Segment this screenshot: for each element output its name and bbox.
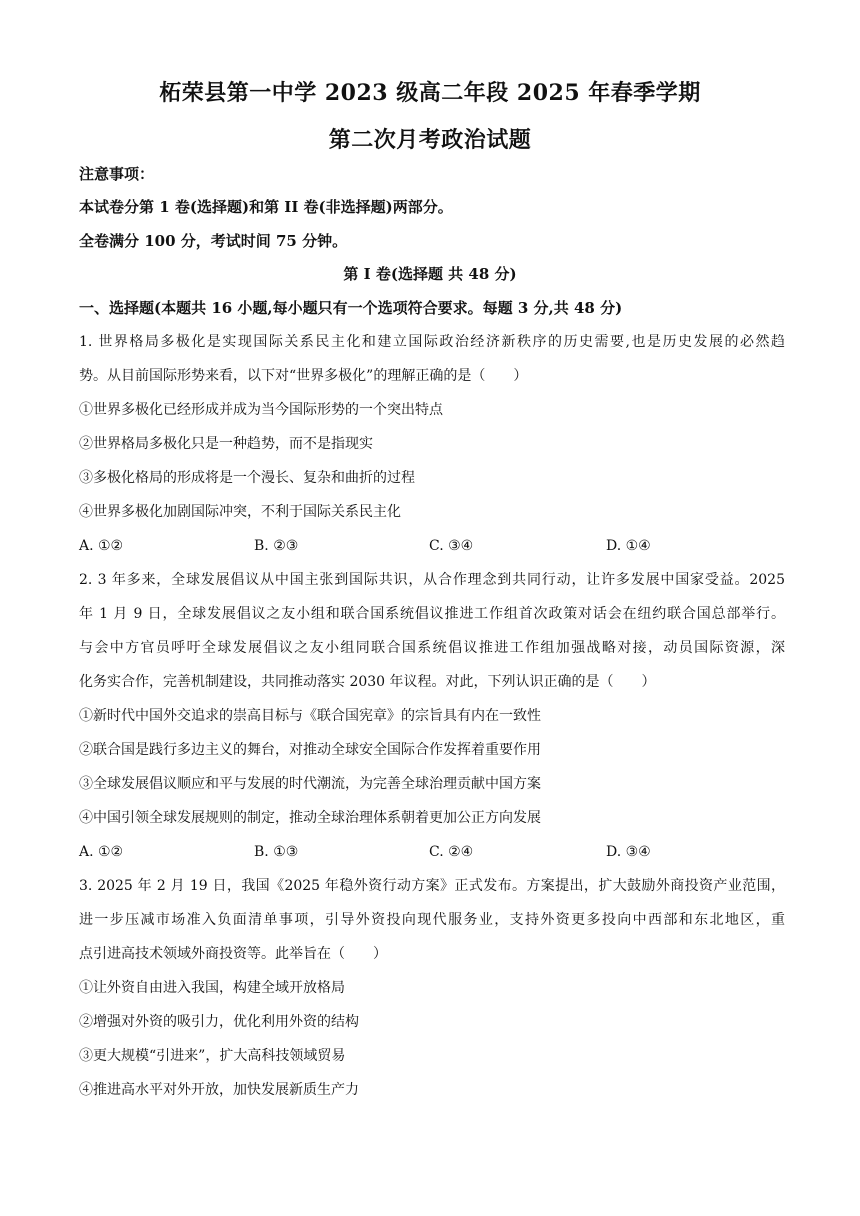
question-2-stem-line-3: 与会中方官员呼吁全球发展倡议之友小组同联合国系统倡议推进工作组加强战略对接，动员国际资源，深 — [79, 640, 785, 656]
question-1-stem-line-2: 势。从目前国际形势来看，以下对“世界多极化”的理解正确的是（ ） — [79, 368, 528, 384]
question-2-option-b: B. ①③ — [254, 844, 299, 860]
question-2-option-d: D. ③④ — [606, 844, 651, 860]
question-3-item-4: ④推进高水平对外开放，加快发展新质生产力 — [79, 1082, 359, 1098]
question-3-stem-line-1: 3. 2025 年 2 月 19 日，我国《2025 年稳外资行动方案》正式发布。方案提出，扩大鼓励外商投资产业范围， — [79, 878, 785, 894]
question-2-option-c: C. ②④ — [429, 844, 474, 860]
question-2-stem-line-4: 化务实合作，完善机制建设，共同推动落实 2030 年议程。对此，下列认识正确的是（ ） — [79, 674, 656, 690]
question-2-item-4: ④中国引领全球发展规则的制定，推动全球治理体系朝着更加公正方向发展 — [79, 810, 541, 826]
question-1-option-b: B. ②③ — [254, 538, 299, 554]
question-2-option-a: A. ①② — [79, 844, 124, 860]
volume-title: 第 I 卷(选择题 共 48 分) — [343, 265, 517, 283]
question-3-item-2: ②增强对外资的吸引力，优化利用外资的结构 — [79, 1014, 359, 1030]
question-2-item-3: ③全球发展倡议顺应和平与发展的时代潮流，为完善全球治理贡献中国方案 — [79, 776, 541, 792]
question-1-option-c: C. ③④ — [429, 538, 474, 554]
question-1-option-d: D. ①④ — [606, 538, 651, 554]
question-3-item-3: ③更大规模“引进来”，扩大高科技领域贸易 — [79, 1048, 346, 1064]
question-1-item-4: ④世界多极化加剧国际冲突，不利于国际关系民主化 — [79, 504, 401, 520]
question-1-stem-line-1: 1. 世界格局多极化是实现国际关系民主化和建立国际政治经济新秩序的历史需要,也是历史发展的必然趋 — [79, 334, 785, 350]
question-2-stem-line-1: 2. 3 年多来，全球发展倡议从中国主张到国际共识，从合作理念到共同行动，让许多发展中国家受益。2025 — [79, 572, 785, 588]
exam-title-line-2: 第二次月考政治试题 — [328, 127, 532, 153]
question-1-item-1: ①世界多极化已经形成并成为当今国际形势的一个突出特点 — [79, 402, 443, 418]
section-heading: 一、选择题(本题共 16 小题,每小题只有一个选项符合要求。每题 3 分,共 48 分) — [79, 299, 623, 317]
question-1-item-3: ③多极化格局的形成将是一个漫长、复杂和曲折的过程 — [79, 470, 415, 486]
question-1-option-a: A. ①② — [79, 538, 124, 554]
question-3-stem-line-2: 进一步压减市场准入负面清单事项，引导外资投向现代服务业，支持外资更多投向中西部和东北地区，重 — [79, 912, 785, 928]
notice-line-2: 全卷满分 100 分，考试时间 75 分钟。 — [79, 232, 348, 250]
question-2-stem-line-2: 年 1 月 9 日，全球发展倡议之友小组和联合国系统倡议推进工作组首次政策对话会在纽约联合国总部举行。 — [79, 606, 785, 622]
question-2-item-1: ①新时代中国外交追求的崇高目标与《联合国宪章》的宗旨具有内在一致性 — [79, 708, 541, 724]
question-1-item-2: ②世界格局多极化只是一种趋势，而不是指现实 — [79, 436, 373, 452]
notice-line-1: 本试卷分第 1 卷(选择题)和第 II 卷(非选择题)两部分。 — [79, 198, 453, 216]
question-2-item-2: ②联合国是践行多边主义的舞台，对推动全球安全国际合作发挥着重要作用 — [79, 742, 541, 758]
exam-title-line-1: 柘荣县第一中学 2023 级高二年段 2025 年春季学期 — [159, 80, 701, 106]
notice-heading: 注意事项： — [79, 165, 155, 183]
question-3-item-1: ①让外资自由进入我国，构建全域开放格局 — [79, 980, 345, 996]
question-3-stem-line-3: 点引进高技术领域外商投资等。此举旨在（ ） — [79, 946, 387, 962]
